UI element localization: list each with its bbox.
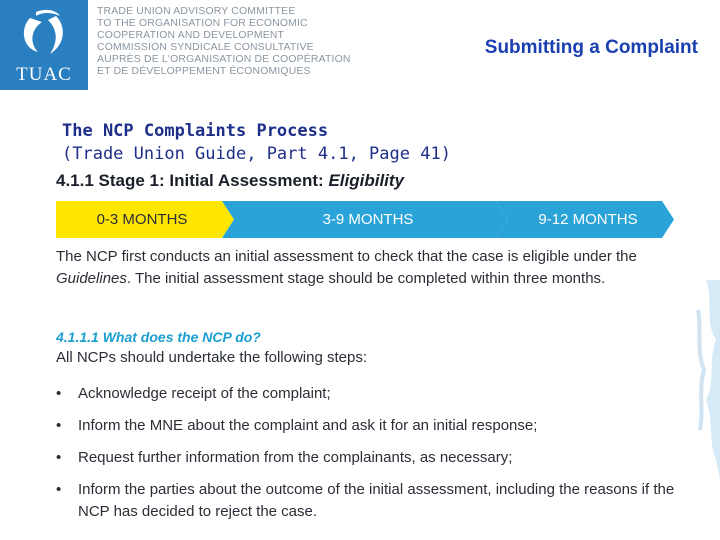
org-line: COMMISSION SYNDICALE CONSULTATIVE bbox=[97, 42, 314, 53]
list-item-text: Acknowledge receipt of the complaint; bbox=[78, 385, 331, 402]
org-line: AUPRÈS DE L'ORGANISATION DE COOPÉRATION bbox=[97, 54, 351, 65]
org-line: COOPERATION AND DEVELOPMENT bbox=[97, 30, 285, 41]
list-item-text: Inform the MNE about the complaint and ask it for an initial response; bbox=[78, 417, 538, 434]
timeline bbox=[56, 201, 676, 238]
list-item bbox=[56, 415, 686, 437]
subtitle-line-1: The NCP Complaints Process bbox=[62, 121, 329, 141]
description-part-1: The NCP first conducts an initial assessment to check that the case is eligible under the bbox=[56, 248, 637, 265]
timeline-label-2: 3-9 MONTHS bbox=[322, 211, 414, 228]
stage-heading-prefix: 4.1.1 Stage 1: Initial Assessment: bbox=[56, 171, 329, 190]
org-line: TRADE UNION ADVISORY COMMITTEE bbox=[97, 6, 296, 17]
org-line: TO THE ORGANISATION FOR ECONOMIC bbox=[97, 18, 308, 29]
subtitle bbox=[62, 120, 451, 166]
bullet-icon: • bbox=[56, 449, 62, 466]
slide-title: Submitting a Complaint bbox=[484, 37, 698, 58]
description-part-2: . The initial assessment stage should be completed within three months. bbox=[126, 270, 606, 287]
stage-heading bbox=[56, 171, 404, 191]
list-item-text: Inform the parties about the outcome of the initial assessment, including the reasons if the NCP has decided to reject the case. bbox=[78, 481, 675, 520]
organisation-name bbox=[97, 6, 357, 78]
bullet-icon: • bbox=[56, 417, 62, 434]
tuac-logo bbox=[0, 0, 88, 90]
list-item bbox=[56, 447, 686, 469]
list-item bbox=[56, 383, 686, 405]
list-item bbox=[56, 479, 686, 523]
org-line: ET DE DÉVELOPPEMENT ÉCONOMIQUES bbox=[97, 66, 311, 77]
stage-description bbox=[56, 246, 676, 290]
section-heading: 4.1.1.1 What does the NCP do? bbox=[56, 329, 261, 345]
timeline-label-3: 9-12 MONTHS bbox=[538, 211, 638, 228]
bullet-icon: • bbox=[56, 481, 62, 498]
section-intro: All NCPs should undertake the following steps: bbox=[56, 349, 368, 366]
list-item-text: Request further information from the complainants, as necessary; bbox=[78, 449, 513, 466]
subtitle-line-2: (Trade Union Guide, Part 4.1, Page 41) bbox=[62, 144, 451, 164]
steps-list bbox=[56, 383, 686, 523]
timeline-label-1: 0-3 MONTHS bbox=[96, 211, 188, 228]
decorative-map-icon bbox=[676, 280, 720, 480]
bullet-icon: • bbox=[56, 385, 62, 402]
logo-text: TUAC bbox=[16, 64, 72, 85]
description-emphasis: Guidelines bbox=[56, 270, 127, 287]
stage-heading-emphasis: Eligibility bbox=[328, 171, 404, 190]
